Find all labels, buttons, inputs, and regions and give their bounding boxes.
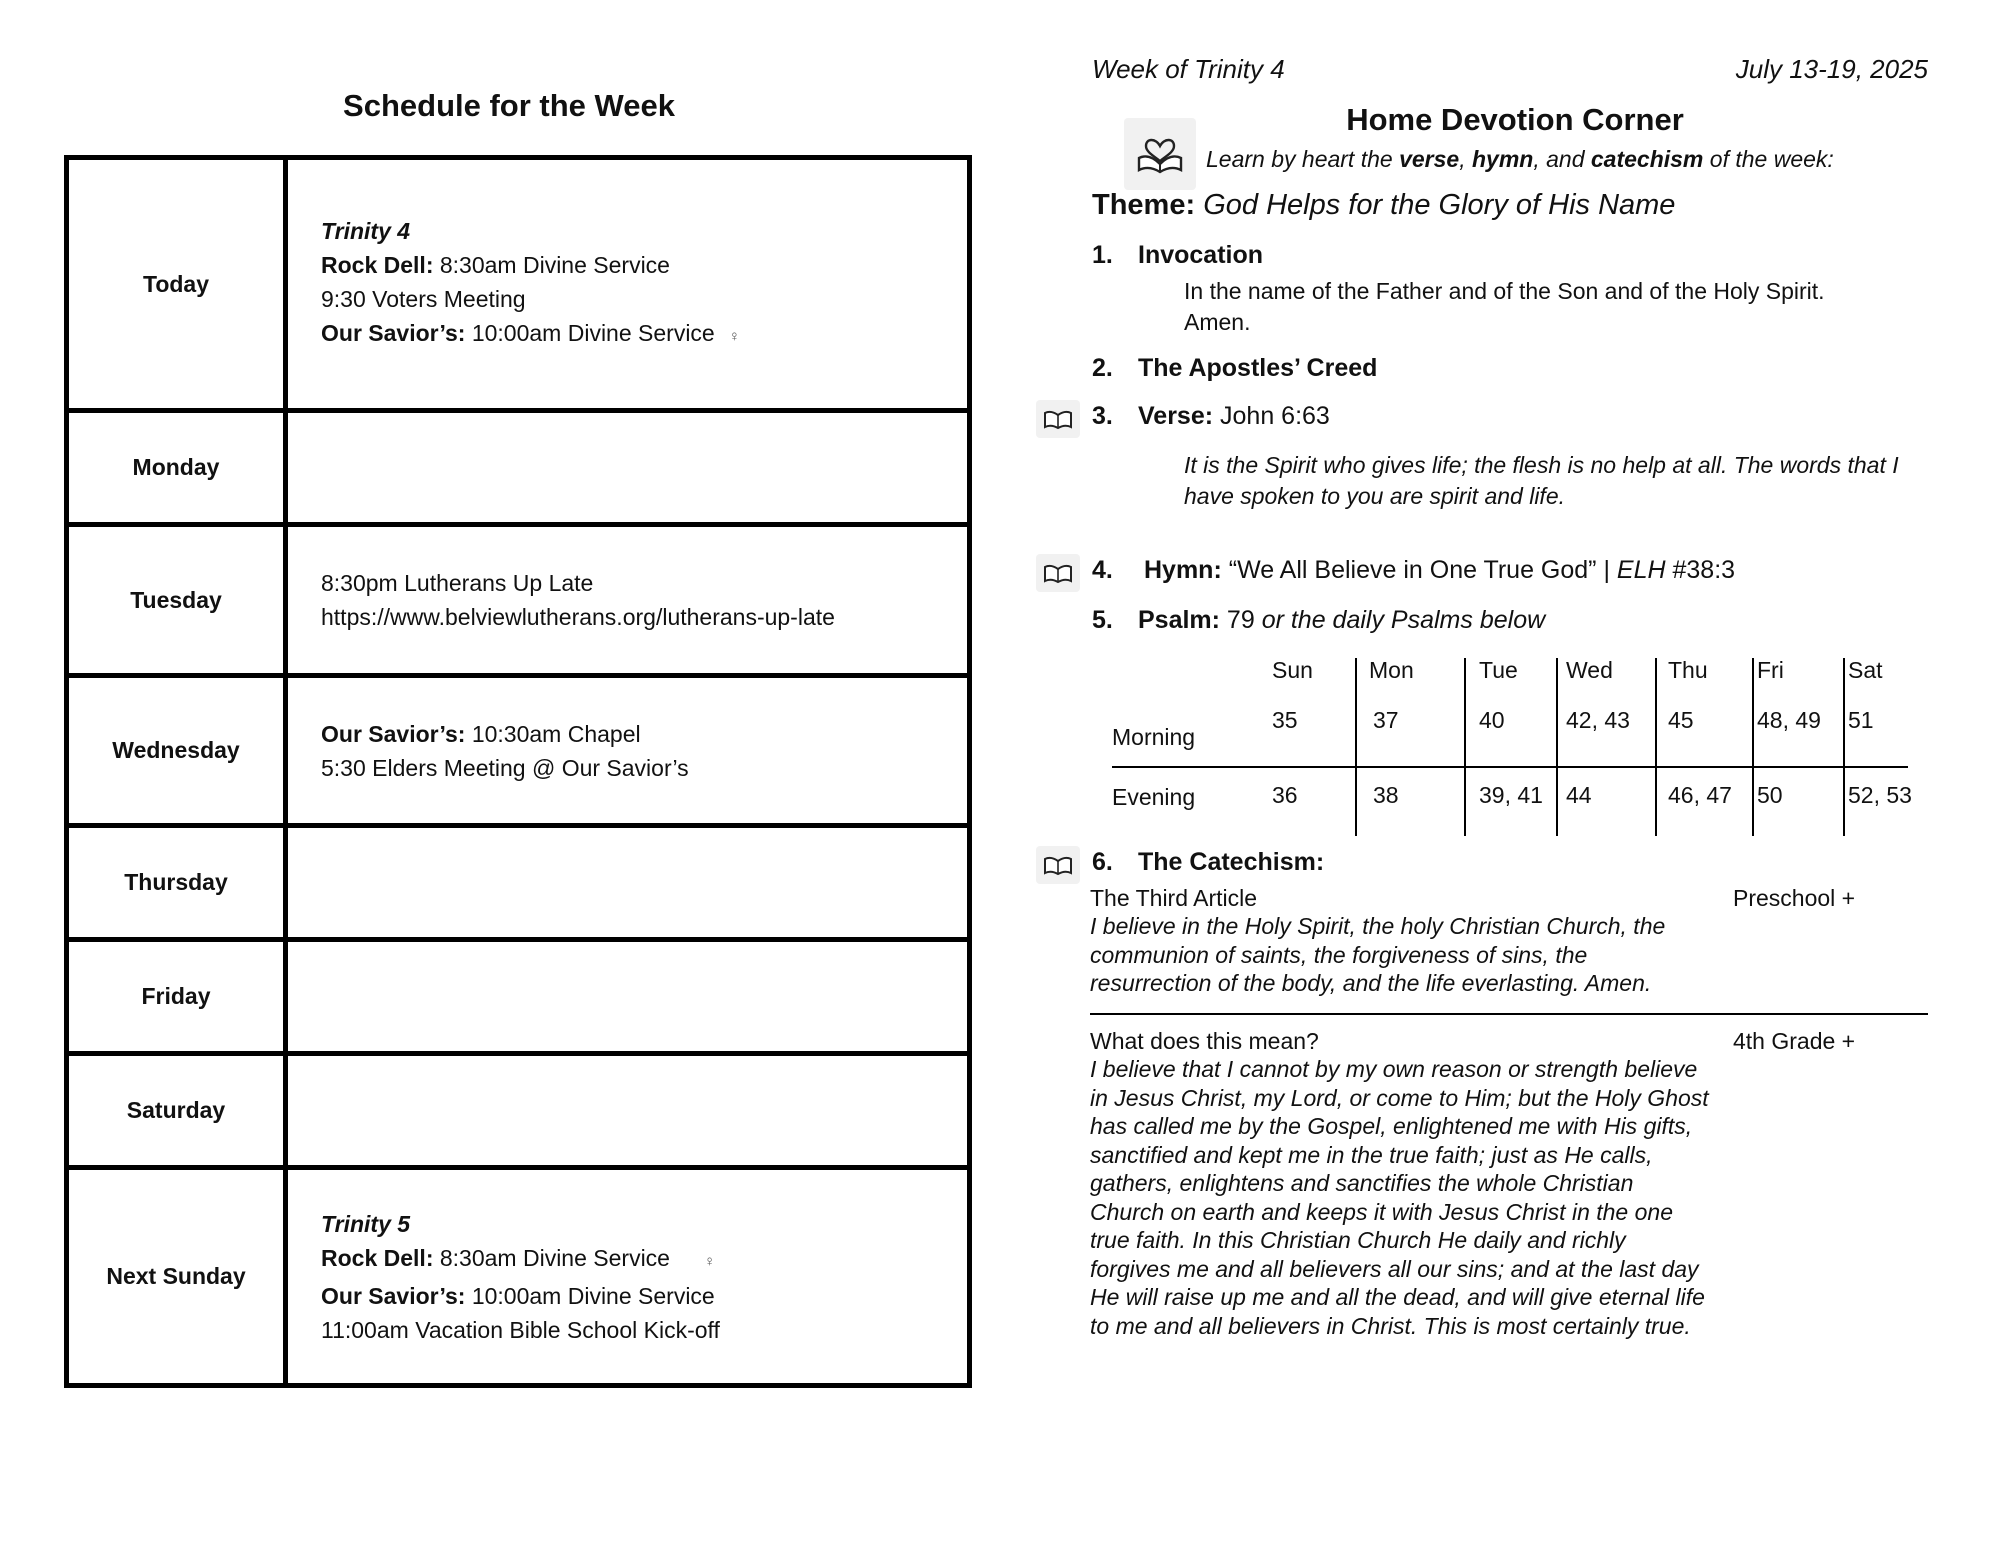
catechism-level: 4th Grade +	[1733, 1028, 1856, 1054]
psalm-day-tue: Tue	[1479, 657, 1518, 683]
psalm-cell: 44	[1566, 782, 1592, 808]
psalm-divider	[1752, 658, 1754, 836]
psalm-row-divider	[1112, 766, 1908, 768]
verse-text: have spoken to you are spirit and life.	[1184, 483, 1566, 509]
open-book-icon	[1036, 554, 1080, 592]
psalm-divider	[1556, 658, 1558, 836]
verse-text: It is the Spirit who gives life; the flesh is no help at all. The words that I	[1184, 452, 1899, 478]
psalm-cell: 37	[1373, 707, 1399, 733]
schedule-title: Schedule for the Week	[343, 88, 675, 123]
catechism-heading: The Third Article	[1090, 885, 1258, 911]
chalice-icon: ♀	[728, 328, 740, 345]
day-cell: Monday	[67, 411, 286, 525]
devotion-title: Home Devotion Corner	[1346, 102, 1684, 137]
catechism-text: I believe in the Holy Spirit, the holy Christian Church, the communion of saints, the forgiveness of sins, the resurrection of the body, and the life everlasting. Amen.	[1090, 913, 1666, 996]
schedule-table	[64, 155, 972, 1388]
psalm-cell: 39, 41	[1479, 782, 1543, 808]
event-line: Our Savior’s: 10:00am Divine Service ♀	[321, 320, 740, 346]
psalm-day-sun: Sun	[1272, 657, 1313, 683]
event-line[interactable]: https://www.belviewlutherans.org/lutherans-up-late	[321, 604, 835, 630]
event-line: Our Savior’s: 10:00am Divine Service	[321, 1282, 715, 1309]
psalm-cell: 45	[1668, 707, 1694, 733]
events-cell	[286, 1054, 970, 1168]
psalm-cell: 52, 53	[1848, 782, 1912, 808]
event-line: Rock Dell: 8:30am Divine Service ♀	[321, 1244, 716, 1271]
section-title: Invocation	[1138, 241, 1264, 269]
event-line: Rock Dell: 8:30am Divine Service	[321, 252, 670, 278]
psalm-divider	[1355, 658, 1357, 836]
psalm-cell: 35	[1272, 707, 1298, 733]
table-row	[67, 411, 970, 525]
catechism-level: Preschool +	[1733, 885, 1856, 911]
psalm-line: Psalm: 79 or the daily Psalms below	[1138, 606, 1546, 634]
psalm-divider	[1464, 658, 1466, 836]
theme-line: Theme: God Helps for the Glory of His Name	[1092, 189, 1676, 221]
event-line: Trinity 4	[321, 218, 411, 244]
psalm-divider	[1843, 658, 1845, 836]
psalm-day-mon: Mon	[1369, 657, 1414, 683]
event-line: Trinity 5	[321, 1210, 411, 1237]
events-cell	[286, 411, 970, 525]
day-cell: Wednesday	[67, 676, 286, 826]
event-line: 11:00am Vacation Bible School Kick-off	[321, 1316, 720, 1343]
table-row	[67, 1168, 970, 1386]
day-cell: Thursday	[67, 826, 286, 940]
section-title: The Catechism:	[1138, 848, 1325, 876]
psalm-cell: 36	[1272, 782, 1298, 808]
chalice-icon: ♀	[703, 1252, 716, 1270]
table-row	[67, 1054, 970, 1168]
psalm-cell: 50	[1757, 782, 1783, 808]
catechism-text: I believe that I cannot by my own reason or strength believe in Jesus Christ, my Lord, or come to Him; but the Holy Ghost has called me by the Gospel, enlightened me with His gifts, sanctified and kept me in the true faith; just as He calls, gathers, enlightens and sanctifies the whole Christian Church on earth and keeps it with Jesus Christ in the one true faith. In this Christian Church He daily and richly forgives me and all believers all our sins; and at the last day He will raise up me and all the dead, and will give eternal life to me and all believers in Christ. This is most certainly true.	[1090, 1056, 1709, 1339]
table-row	[67, 525, 970, 676]
day-cell: Friday	[67, 940, 286, 1054]
catechism-divider	[1090, 1013, 1928, 1015]
catechism-heading: What does this mean?	[1090, 1028, 1319, 1054]
day-cell: Today	[67, 158, 286, 411]
day-cell: Next Sunday	[67, 1168, 286, 1386]
section-title: The Apostles’ Creed	[1138, 354, 1378, 382]
week-label: Week of Trinity 4	[1092, 54, 1285, 84]
psalm-morning-label: Morning	[1112, 724, 1196, 750]
event-line: 9:30 Voters Meeting	[321, 286, 526, 312]
events-cell	[286, 940, 970, 1054]
section-number: 2.	[1092, 354, 1113, 382]
psalm-cell: 38	[1373, 782, 1399, 808]
events-cell	[286, 676, 970, 826]
psalm-evening-label: Evening	[1112, 784, 1196, 810]
learn-instruction: Learn by heart the verse, hymn, and catechism of the week:	[1206, 146, 1834, 172]
psalm-day-fri: Fri	[1757, 657, 1784, 683]
event-line: 5:30 Elders Meeting @ Our Savior’s	[321, 754, 689, 781]
psalm-day-wed: Wed	[1566, 657, 1613, 683]
section-number: 1.	[1092, 241, 1113, 269]
heart-book-icon	[1124, 118, 1196, 190]
date-range: July 13-19, 2025	[1735, 54, 1928, 84]
section-number: 3.	[1092, 402, 1113, 430]
event-line: Our Savior’s: 10:30am Chapel	[321, 720, 641, 747]
psalm-cell: 48, 49	[1757, 707, 1821, 733]
section-number: 4.	[1092, 556, 1113, 584]
events-cell	[286, 525, 970, 676]
hymn-line: Hymn: “We All Believe in One True God” | ELH #38:3	[1144, 556, 1736, 584]
section-number: 5.	[1092, 606, 1113, 634]
events-cell	[286, 1168, 970, 1386]
psalm-cell: 40	[1479, 707, 1505, 733]
events-cell	[286, 158, 970, 411]
section-number: 6.	[1092, 848, 1113, 876]
event-line: 8:30pm Lutherans Up Late	[321, 570, 594, 596]
psalm-cell: 51	[1848, 707, 1874, 733]
psalm-day-thu: Thu	[1668, 657, 1708, 683]
psalm-cell: 46, 47	[1668, 782, 1732, 808]
day-cell: Tuesday	[67, 525, 286, 676]
open-book-icon	[1036, 846, 1080, 884]
table-row	[67, 940, 970, 1054]
events-cell	[286, 826, 970, 940]
open-book-icon	[1036, 400, 1080, 438]
table-row	[67, 158, 970, 411]
table-row	[67, 826, 970, 940]
psalm-day-sat: Sat	[1848, 657, 1883, 683]
day-cell: Saturday	[67, 1054, 286, 1168]
invocation-text: In the name of the Father and of the Son and of the Holy Spirit.	[1184, 278, 1825, 304]
psalm-cell: 42, 43	[1566, 707, 1630, 733]
verse-line: Verse: John 6:63	[1138, 402, 1330, 430]
invocation-amen: Amen.	[1184, 309, 1251, 335]
table-row	[67, 676, 970, 826]
psalm-divider	[1655, 658, 1657, 836]
